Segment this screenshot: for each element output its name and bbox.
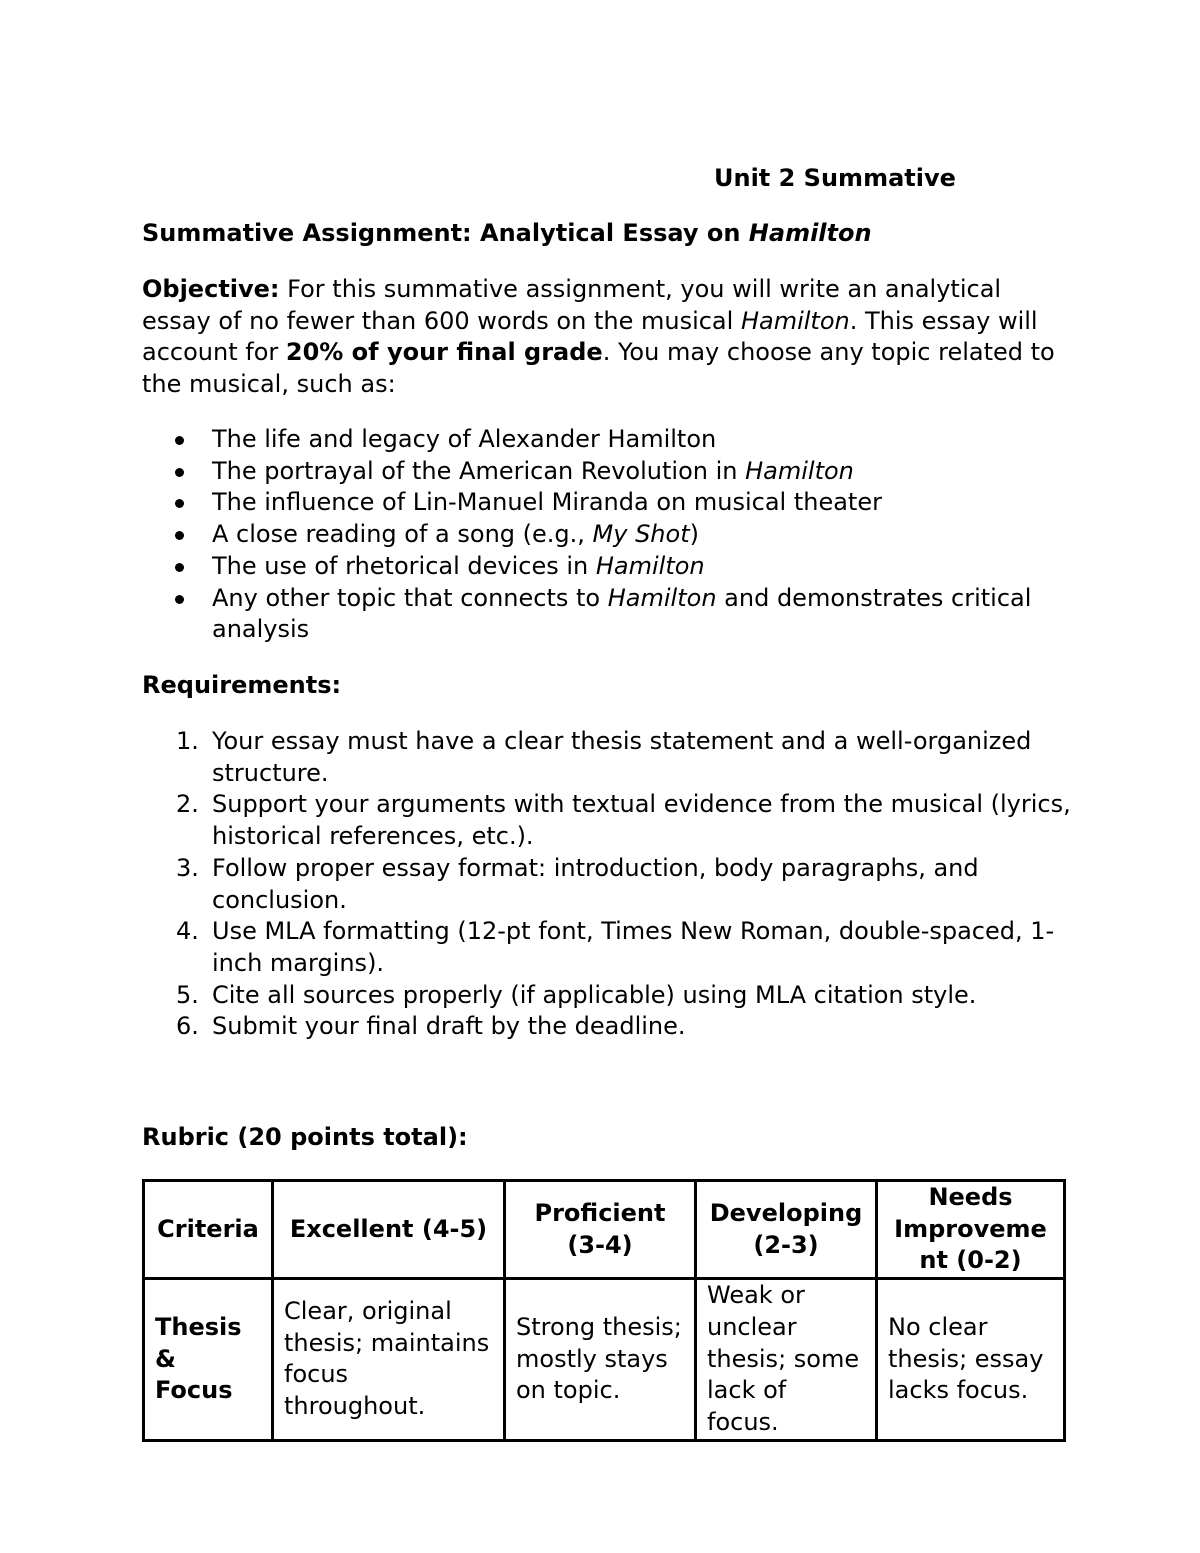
- objective-line-2: [142, 306, 1072, 338]
- cell-text: lacks focus.: [888, 1376, 1029, 1405]
- cell-text: & Focus: [155, 1344, 233, 1405]
- topic-text-part: ): [689, 520, 699, 549]
- list-number: 1.: [176, 727, 199, 755]
- cell-text: thesis; some: [707, 1344, 860, 1373]
- topic-text-part: A close reading of a song (e.g.,: [212, 520, 593, 549]
- cell-text: unclear: [707, 1312, 797, 1341]
- topic-text-part: Any other topic that connects to: [212, 583, 608, 612]
- cell-text: No clear: [888, 1312, 988, 1341]
- objective-text-3a: account for: [142, 338, 286, 367]
- objective-line-1: [142, 274, 1072, 306]
- list-item: [142, 583, 1072, 646]
- header-text: Improveme: [894, 1214, 1047, 1243]
- cell-text: lack of focus.: [707, 1376, 787, 1436]
- topic-text-part: The use of rhetorical devices in: [212, 551, 596, 580]
- requirements-list: [142, 726, 1072, 1043]
- requirements-heading: Requirements:: [142, 671, 342, 699]
- objective-text-1: For this summative assignment, you will write an analytical: [279, 275, 1002, 303]
- list-item: [142, 487, 1072, 519]
- objective-line-3: [142, 337, 1072, 369]
- header-text: Developing: [709, 1198, 863, 1227]
- topic-list: [142, 424, 1072, 646]
- bullet-icon: [175, 468, 184, 477]
- cell-text: Thesis: [155, 1312, 242, 1341]
- objective-text-3b: . You may choose any topic related to: [602, 338, 1055, 367]
- requirement-text-continued: historical references, etc.).: [212, 822, 534, 851]
- cell-excellent: [273, 1279, 505, 1441]
- list-number: 6.: [176, 1012, 199, 1041]
- list-item: [142, 456, 1072, 488]
- topic-text: [212, 583, 1072, 615]
- header-text: Criteria: [157, 1214, 259, 1243]
- cell-text: Weak or: [707, 1281, 805, 1310]
- topic-text: [212, 456, 1072, 488]
- requirement-text: Use MLA formatting (12-pt font, Times New Roman, double-spaced, 1-: [212, 917, 1055, 946]
- header-needs-improvement: [877, 1181, 1065, 1279]
- topic-italic: Hamilton: [595, 551, 705, 580]
- objective-grade-weight: 20% of your final grade: [285, 338, 603, 367]
- header-excellent: [273, 1181, 505, 1279]
- cell-text: Clear, original: [284, 1296, 452, 1325]
- bullet-icon: [175, 563, 184, 572]
- list-item: [142, 789, 1072, 852]
- requirement-text: Support your arguments with textual evidence from the musical (lyrics,: [212, 790, 1071, 819]
- cell-text: on topic.: [516, 1376, 621, 1405]
- table-header-row: [144, 1181, 1065, 1279]
- topic-italic: Hamilton: [745, 456, 854, 485]
- header-proficient: [505, 1181, 696, 1279]
- header-text: nt (0-2): [919, 1246, 1022, 1275]
- header-text: Proficient: [534, 1198, 666, 1227]
- list-number: 4.: [176, 917, 199, 946]
- bullet-icon: [175, 595, 184, 604]
- list-item: [142, 980, 1072, 1012]
- list-number: 5.: [176, 980, 199, 1009]
- requirement-text: Your essay must have a clear thesis statement and a well-organized: [212, 727, 1032, 755]
- topic-text: [212, 551, 1072, 583]
- topic-text-part: and demonstrates critical: [716, 583, 1032, 612]
- topic-text-part: The portrayal of the American Revolution in: [212, 456, 746, 485]
- rubric-heading: Rubric (20 points total):: [142, 1123, 468, 1151]
- topic-text: The life and legacy of Alexander Hamilton: [212, 425, 717, 453]
- topic-text: The influence of Lin-Manuel Miranda on musical theater: [212, 488, 882, 517]
- cell-developing: [696, 1279, 877, 1441]
- header-criteria: [144, 1181, 273, 1279]
- cell-criteria: [144, 1279, 273, 1441]
- list-number: 2.: [176, 790, 199, 819]
- bullet-icon: [175, 531, 184, 540]
- requirement-text: Submit your final draft by the deadline.: [212, 1012, 686, 1041]
- assignment-heading-title: Hamilton: [748, 219, 872, 247]
- list-item: [142, 551, 1072, 583]
- list-item: [142, 1011, 1072, 1043]
- header-text: Excellent (4-5): [289, 1214, 488, 1243]
- topic-text-continued: analysis: [212, 615, 310, 644]
- unit-title: Unit 2 Summative: [714, 164, 956, 192]
- list-item: [142, 424, 1072, 456]
- objective-line-4: the musical, such as:: [142, 370, 396, 399]
- requirement-text: Cite all sources properly (if applicable) using MLA citation style.: [212, 980, 977, 1009]
- table-row: [144, 1279, 1065, 1441]
- bullet-icon: [175, 436, 184, 445]
- objective-paragraph: [142, 274, 1072, 401]
- topic-text: [212, 519, 1072, 551]
- rubric-table: [142, 1179, 1066, 1442]
- header-developing: [696, 1181, 877, 1279]
- cell-text: mostly stays: [516, 1344, 668, 1373]
- cell-text: thesis; essay: [888, 1344, 1044, 1373]
- cell-proficient: [505, 1279, 696, 1441]
- header-text: (2-3): [753, 1230, 819, 1259]
- header-text: Needs: [928, 1183, 1013, 1211]
- cell-needs-improvement: [877, 1279, 1065, 1441]
- list-item: [142, 853, 1072, 916]
- objective-text-2b: . This essay will: [849, 306, 1038, 335]
- assignment-heading: [142, 218, 872, 248]
- assignment-heading-text: Summative Assignment: Analytical Essay on: [142, 219, 749, 247]
- list-item: [142, 916, 1072, 979]
- objective-text-2a: essay of no fewer than 600 words on the musical: [142, 306, 741, 335]
- objective-label: Objective:: [142, 275, 280, 303]
- requirement-text-continued: conclusion.: [212, 885, 347, 914]
- cell-text: focus throughout.: [284, 1360, 426, 1421]
- topic-italic: My Shot: [592, 520, 690, 549]
- requirement-text: Follow proper essay format: introduction, body paragraphs, and: [212, 853, 979, 882]
- requirement-text-continued: inch margins).: [212, 948, 385, 977]
- objective-musical-title: Hamilton: [740, 306, 850, 335]
- list-item: [142, 519, 1072, 551]
- requirement-text-continued: structure.: [212, 758, 329, 787]
- topic-italic: Hamilton: [607, 583, 717, 612]
- header-text: (3-4): [567, 1230, 633, 1259]
- list-item: [142, 726, 1072, 789]
- bullet-icon: [175, 499, 184, 508]
- cell-text: Strong thesis;: [516, 1312, 682, 1341]
- list-number: 3.: [176, 853, 199, 882]
- cell-text: thesis; maintains: [284, 1328, 490, 1357]
